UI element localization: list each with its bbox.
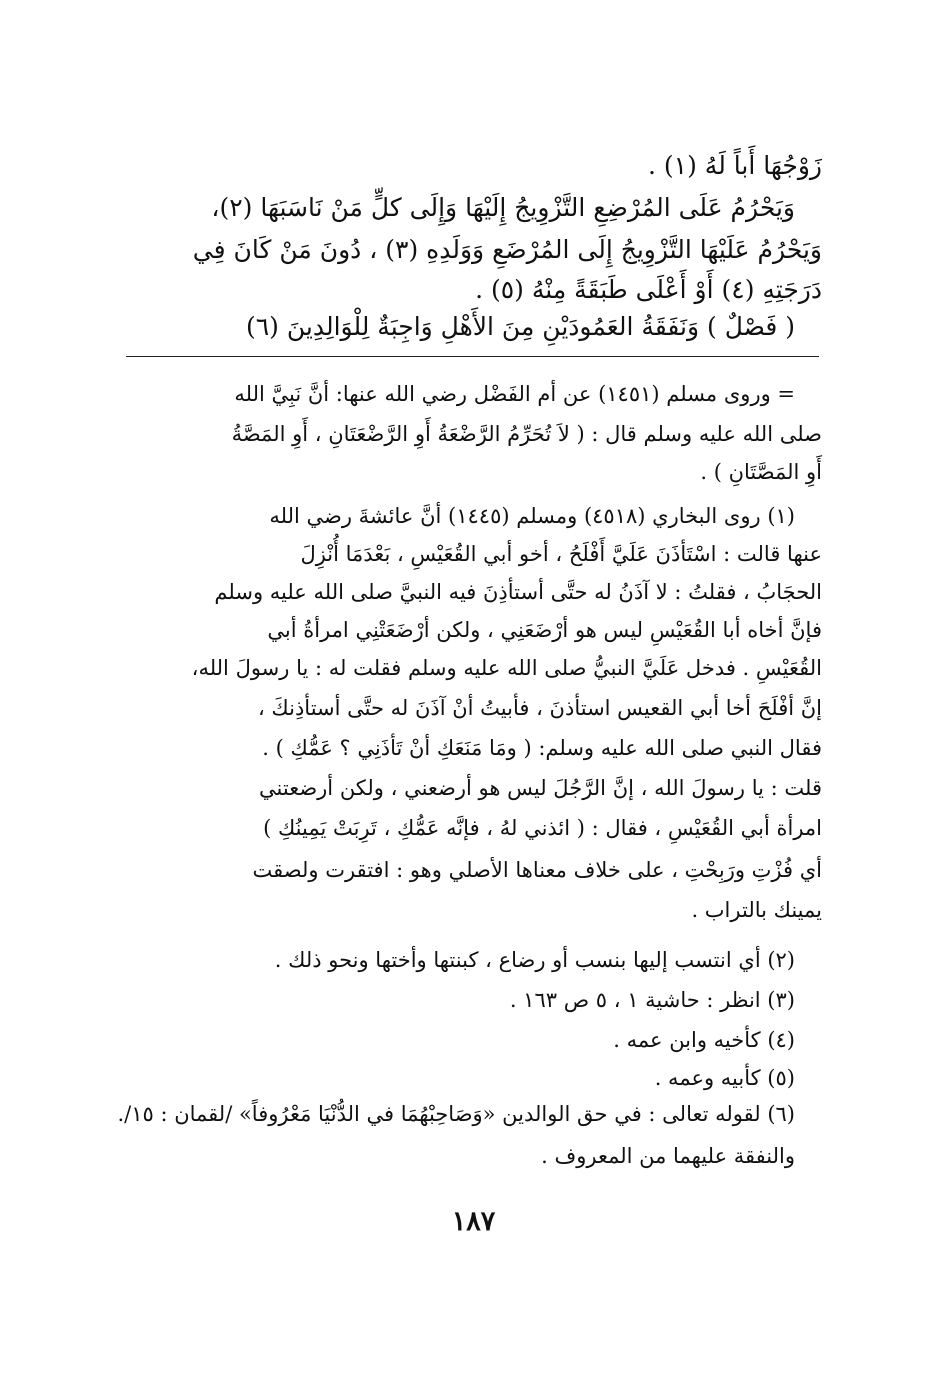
- footnote-line: (٦) لقوله تعالى : في حق الوالدين «وَصَاحِبْهُمَا في الدُّنْيَا مَعْرُوفاً» /لقمان : ١٥/.: [117, 1102, 795, 1126]
- footnote-line: (٤) كأخيه وابن عمه .: [613, 1028, 795, 1052]
- footnote-line: عنها قالت : اسْتَأذَنَ عَلَيَّ أَفْلَحُ ، أخو أبي القُعَيْسِ ، بَعْدَمَا أُنْزِلَ: [300, 542, 822, 566]
- footnote-line: امرأة أبي القُعَيْسِ ، فقال : ( ائذني لهُ ، فإنَّه عَمُّكِ ، تَرِبَتْ يَمِينُكِ ): [263, 816, 822, 840]
- footnote-line: (٥) كأبيه وعمه .: [654, 1066, 795, 1090]
- footnote-line: إنَّ أفْلَحَ أخا أبي القعيس استأذنَ ، فأبيتُ أنْ آذَنَ له حتَّى أستأذِنكَ ،: [257, 696, 822, 720]
- footnote-line: الحجَابُ ، فقلتُ : لا آذَنُ له حتَّى أستأذِنَ فيه النبيَّ صلى الله عليه وسلم: [214, 580, 822, 604]
- footnote-line: أَوِ المَصَّتَانِ ) .: [700, 460, 822, 484]
- main-text-line: دَرَجَتِهِ (٤) أَوْ أَعْلَى طَبَقَةً مِنْهُ (٥) .: [475, 275, 822, 304]
- footnote-line: (٣) انظر : حاشية ١ ، ٥ ص ١٦٣ .: [509, 988, 795, 1012]
- page-number: ١٨٧: [451, 1206, 496, 1237]
- footnote-line: أي فُزْتِ ورَبِحْتِ ، على خلاف معناها الأصلي وهو : افتقرت ولصقت: [252, 858, 822, 882]
- main-text-line: وَيَحْرُمُ عَلَى المُرْضِعِ التَّزْوِيجُ إِلَيْهَا وَإِلَى كلٍّ مَنْ نَاسَبَهَا (٢)،: [211, 193, 795, 222]
- main-text-line: وَيَحْرُمُ عَلَيْهَا التَّزْوِيجُ إِلَى المُرْضَعِ وَوَلَدِهِ (٣) ، دُونَ مَنْ كَانَ فِي: [192, 235, 822, 264]
- main-text-line: زَوْجُهَا أَباً لَهُ (١) .: [648, 151, 822, 180]
- footnote-line: صلى الله عليه وسلم قال : ( لاَ تُحَرِّمُ الرَّضْعَةُ أَوِ الرَّضْعَتَانِ ، أَوِ المَصَّةُ: [231, 422, 822, 446]
- footnote-line: فإنَّ أخاه أبا القُعَيْسِ ليس هو أرْضَعَنِي ، ولكن أرْضَعَتْنِي امرأةُ أبي: [267, 618, 822, 642]
- footnote-line: والنفقة عليهما من المعروف .: [541, 1144, 795, 1168]
- footnote-line: (١) روى البخاري (٤٥١٨) ومسلم (١٤٤٥) أنَّ عائشةَ رضي الله: [269, 504, 795, 528]
- footnote-line: (٢) أي انتسب إليها بنسب أو رضاع ، كبنتها وأختها ونحو ذلك .: [274, 948, 795, 972]
- footnote-divider: [126, 356, 819, 357]
- footnote-line: فقال النبي صلى الله عليه وسلم: ( ومَا مَنَعَكِ أنْ تَأذَنِي ؟ عَمُّكِ ) .: [262, 736, 822, 760]
- footnote-line: = وروى مسلم (١٤٥١) عن أم الفَضْل رضي الله عنها: أنَّ نَبِيَّ الله: [234, 382, 795, 406]
- main-text-line: ( فَصْلٌ ) وَنَفَقَةُ العَمُودَيْنِ مِنَ الأَهْلِ وَاجِبَةٌ لِلْوَالِدِينَ (٦): [245, 312, 795, 341]
- footnote-line: قلت : يا رسولَ الله ، إنَّ الرَّجُلَ ليس هو أرضعني ، ولكن أرضعتني: [259, 776, 822, 800]
- footnote-line: القُعَيْسِ . فدخل عَلَيَّ النبيُّ صلى الله عليه وسلم فقلت له : يا رسولَ الله،: [191, 656, 822, 680]
- footnote-line: يمينك بالتراب .: [691, 898, 822, 922]
